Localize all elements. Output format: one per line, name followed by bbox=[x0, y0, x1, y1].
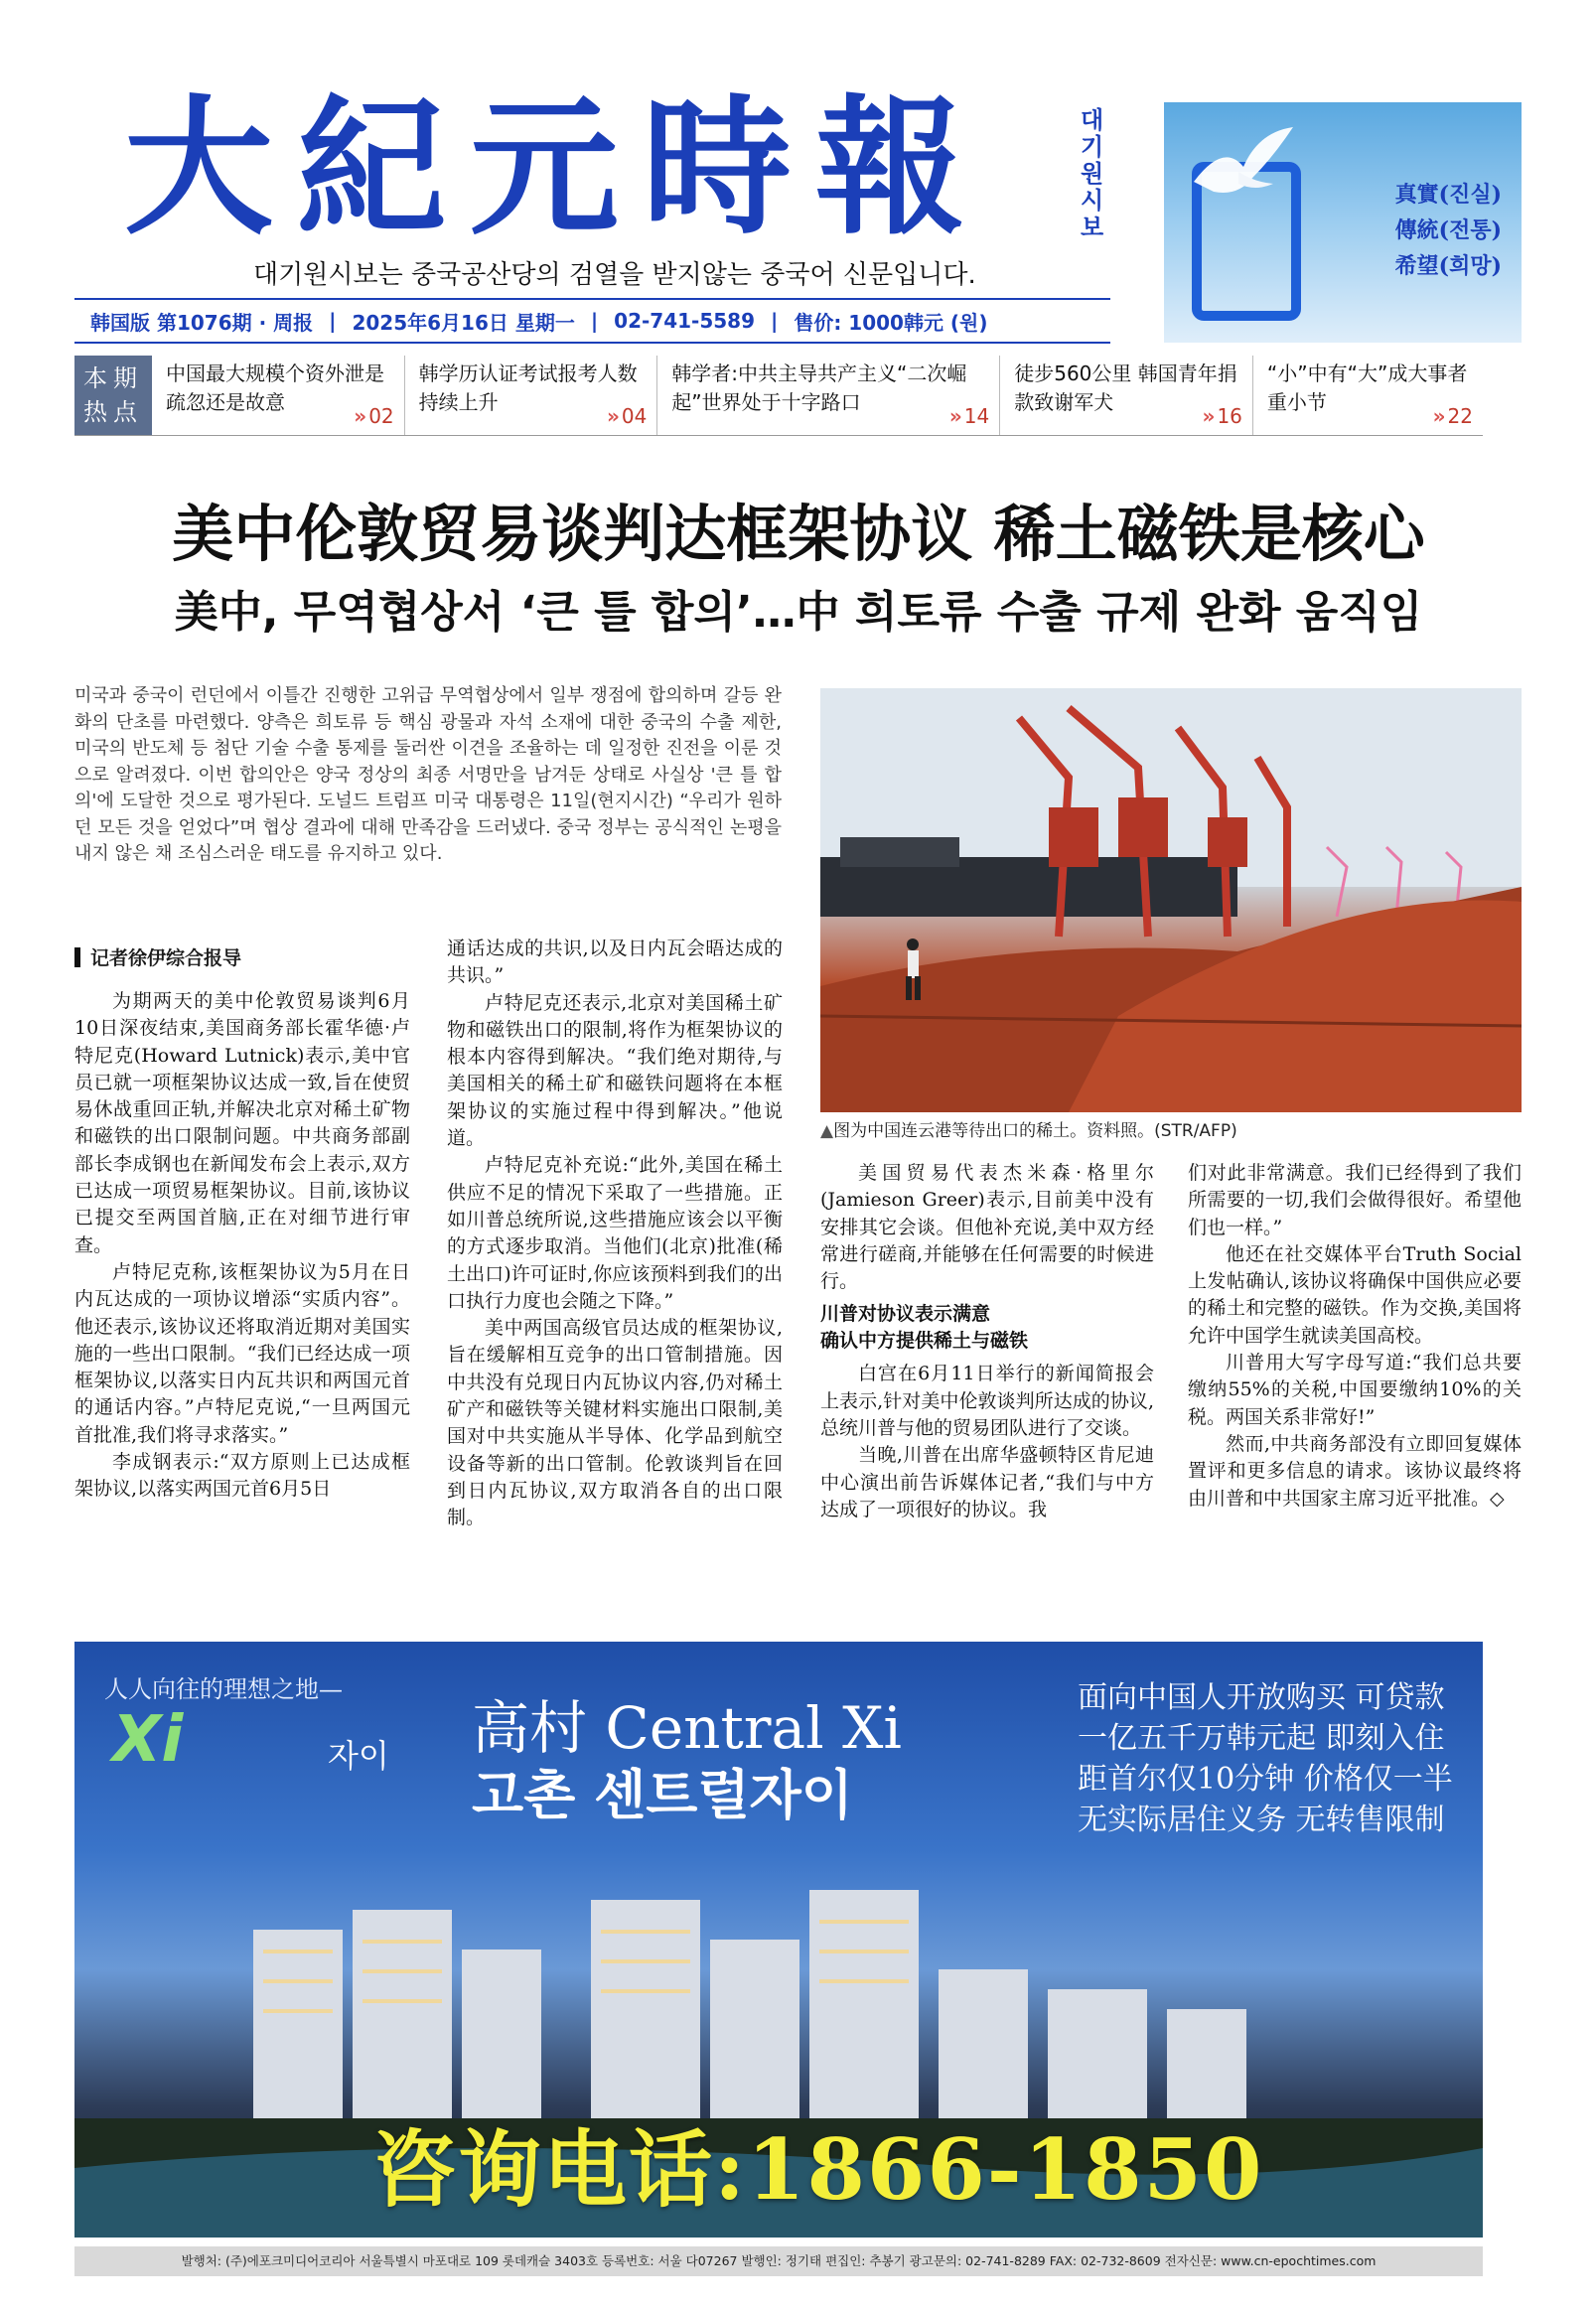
photo-caption: ▲ 图为中国连云港等待出口的稀土。资料照。(STR/AFP) bbox=[820, 1116, 1237, 1141]
ad-selling-points bbox=[1078, 1677, 1453, 1840]
paragraph: 卢特尼克补充说:“此外,美国在稀土供应不足的情况下采取了一些措施。正如川普总统所说,这些措施应该会以平衡的方式逐步取消。当他们(北京)批准(稀土出口)许可证时,你应该预料到我们的出口执行力度也会随之下降。” bbox=[447, 1154, 783, 1312]
xi-logo-korean: 자이 bbox=[328, 1737, 389, 1775]
paragraph: 美国贸易代表杰米森·格里尔(Jamieson Greer)表示,目前美中没有安排其它会谈。但他补充说,美中双方经常进行磋商,并能够在任何需要的时候进行。 bbox=[820, 1162, 1154, 1293]
publisher-footer: 발행처: (주)에포크미디어코리아 서울특별시 마포대로 109 롯데캐슬 3403호 등록번호: 서울 다07267 발행인: 정기태 편집인: 추봉기 광고문의: 02-741-8289 FAX: 02-732-8609 전자신문: www.cn-epochtimes.com bbox=[74, 2246, 1483, 2276]
photo-illustration bbox=[820, 688, 1522, 1112]
paragraph: 他还在社交媒体平台Truth Social上发帖确认,该协议将确保中国供应必要的稀土和完整的磁铁。作为交换,美国将允许中国学生就读美国高校。 bbox=[1188, 1242, 1522, 1347]
port-cranes-photo bbox=[820, 688, 1522, 1112]
article-column-3 bbox=[820, 1160, 1154, 1523]
hot-topic-item[interactable] bbox=[1253, 356, 1483, 435]
hot-topic-text: 韩学者:中共主导共产主义“二次崛起”世界处于十字路口 bbox=[671, 361, 967, 414]
paragraph: 当晚,川普在出席华盛顿特区肯尼迪中心演出前告诉媒体记者,“我们与中方达成了一项很好的协议。我 bbox=[820, 1444, 1154, 1520]
price: 售价: 1000韩元 (원) bbox=[794, 310, 988, 335]
byline: 记者徐伊综合报导 bbox=[74, 943, 241, 970]
hot-topic-page: » 04 bbox=[606, 404, 648, 428]
hot-topics-bar bbox=[74, 356, 1483, 436]
paragraph: 卢特尼克还表示,北京对美国稀土矿物和磁铁出口的限制,将作为框架协议的根本内容得到解决。“我们绝对期待,与美国相关的稀土矿和磁铁问题将在本框架协议的实施过程中得到解决。”他说道。 bbox=[447, 991, 783, 1150]
issue-date: 2025年6月16日 星期一 bbox=[352, 310, 575, 335]
motto-truth: 真實(진실) bbox=[1394, 182, 1502, 208]
article-column-2 bbox=[447, 936, 783, 1532]
paragraph: 通话达成的共识,以及日内瓦会晤达成的共识。” bbox=[447, 938, 783, 987]
hot-topic-page: » 16 bbox=[1202, 404, 1242, 428]
paragraph: 们对此非常满意。我们已经得到了我们所需要的一切,我们会做得很好。希望他们也一样。” bbox=[1188, 1162, 1522, 1238]
real-estate-ad[interactable] bbox=[74, 1642, 1483, 2238]
ad-line: 距首尔仅10分钟 价格仅一半 bbox=[1078, 1762, 1453, 1797]
hot-topic-item[interactable] bbox=[405, 356, 658, 435]
article-column-4 bbox=[1188, 1160, 1522, 1513]
masthead-infobar: 韩国版 第1076期 · 周报 | 2025年6月16日 星期一 | 02-741-5589 | 售价: 1000韩元 (원) bbox=[74, 298, 1110, 344]
paragraph: 李成钢表示:“双方原则上已达成框架协议,以落实两国元首6月5日 bbox=[74, 1451, 410, 1501]
hot-topic-text: 韩学历认证考试报考人数持续上升 bbox=[418, 361, 638, 414]
main-headline: 美中伦敦贸易谈判达框架协议 稀土磁铁是核心 bbox=[172, 498, 1425, 570]
ad-line: 无实际居住义务 无转售限制 bbox=[1078, 1803, 1445, 1837]
article-column-1 bbox=[74, 988, 410, 1504]
paragraph: 川普用大写字母写道:“我们总共要缴纳55%的关税,中国要缴纳10%的关税。两国关系非常好!” bbox=[1188, 1352, 1522, 1428]
hot-topic-item[interactable] bbox=[657, 356, 1000, 435]
phone: 02-741-5589 bbox=[614, 309, 756, 333]
ad-line: 面向中国人开放购买 可贷款 bbox=[1078, 1680, 1445, 1715]
paragraph: 然而,中共商务部没有立即回复媒体置评和更多信息的请求。该协议最终将由川普和中共国家主席习近平批准。◇ bbox=[1188, 1432, 1522, 1510]
masthead-korean-name: 대기원시보 bbox=[1081, 106, 1104, 241]
paragraph: 美中两国高级官员达成的框架协议,旨在缓解相互竞争的出口管制措施。因中共没有兑现日内瓦协议内容,仍对稀土矿产和磁铁等关键材料实施出口限制,美国对中共实施从半导体、化学品到航空设备等新的出口管制。伦敦谈判旨在回到日内瓦协议,双方取消各自的出口限制。 bbox=[447, 1317, 783, 1529]
paragraph: 为期两天的美中伦敦贸易谈判6月10日深夜结束,美国商务部长霍华德·卢特尼克(Howard Lutnick)表示,美中官员已就一项框架协议达成一致,旨在使贸易休战重回正轨,并解决北京对稀土矿物和磁铁的出口限制问题。中共商务部副部长李成钢也在新闻发布会上表示,双方已达成一项贸易框架协议。目前,该协议已提交至两国首脑,正在对细节进行审查。 bbox=[74, 990, 410, 1256]
paragraph: 白宫在6月11日举行的新闻简报会上表示,针对美中伦敦谈判所达成的协议,总统川普与他的贸易团队进行了交谈。 bbox=[820, 1363, 1154, 1440]
masthead-dove-box bbox=[1164, 102, 1522, 343]
ad-project-name-cn: 高村 Central Xi bbox=[472, 1694, 902, 1762]
xi-logo: Xi bbox=[112, 1703, 184, 1777]
hot-topic-text: 中国最大规模个资外泄是疏忽还是故意 bbox=[166, 361, 384, 414]
ad-project-name-kr: 고촌 센트럴자이 bbox=[472, 1764, 853, 1826]
hot-topics-label: 本期热点 bbox=[74, 356, 152, 435]
masthead-mottos bbox=[1395, 177, 1502, 284]
paragraph: 卢特尼克称,该框架协议为5月在日内瓦达成的一项协议增添“实质内容”。他还表示,该协议还将取消近期对美国实施的一些出口限制。“我们已经达成一项框架协议,以落实日内瓦共识和两国元首的通话内容。”卢特尼克说,“一旦两国元首批准,我们将寻求落实。” bbox=[74, 1260, 410, 1446]
dove-icon bbox=[1184, 122, 1303, 212]
section-subhead: 川普对协议表示满意 确认中方提供稀土与磁铁 bbox=[820, 1303, 1029, 1353]
hot-topic-text: 徒步560公里 韩国青年捐款致谢军犬 bbox=[1014, 361, 1237, 414]
sub-headline: 美中, 무역협상서 ‘큰 틀 합의’…中 희토류 수출 규제 완화 움직임 bbox=[174, 587, 1423, 638]
edition: 韩国版 第1076期 · 周报 bbox=[90, 310, 314, 335]
motto-hope: 希望(희망) bbox=[1394, 253, 1502, 279]
ad-slogan: 人人向往的理想之地— bbox=[104, 1675, 343, 1703]
ad-phone[interactable]: 咨询电话:1866-1850 bbox=[372, 2120, 1264, 2219]
masthead-title: 大紀元時報 bbox=[124, 82, 989, 255]
hot-topic-page: » 14 bbox=[948, 404, 990, 428]
lead-paragraph: 미국과 중국이 런던에서 이틀간 진행한 고위급 무역협상에서 일부 쟁점에 합의하며 갈등 완화의 단초를 마련했다. 양측은 희토류 등 핵심 광물과 자석 소재에 대한 중국의 수출 제한, 미국의 반도체 등 첨단 기술 수출 통제를 둘러싼 이견을 조율하는 데 일정한 진전을 이룬 것으로 알려졌다. 이번 합의안은 양국 정상의 최종 서명만을 남겨둔 상태로 사실상 '큰 틀 합의'에 도달한 것으로 평가된다. 도널드 트럼프 미국 대통령은 11일(현지시간) “우리가 원하던 모든 것을 얻었다”며 협상 결과에 대해 만족감을 드러냈다. 중국 정부는 공식적인 논평을 내지 않은 채 조심스러운 태도를 유지하고 있다. bbox=[74, 685, 782, 864]
hot-topic-page: » 22 bbox=[1432, 404, 1473, 428]
masthead-tagline: 대기원시보는 중국공산당의 검열을 받지않는 중국어 신문입니다. bbox=[253, 260, 976, 290]
hot-topic-page: » 02 bbox=[354, 404, 394, 428]
hot-topic-text: “小”中有“大”成大事者重小节 bbox=[1266, 361, 1468, 414]
hot-topic-item[interactable] bbox=[1000, 356, 1253, 435]
motto-tradition: 傳統(전통) bbox=[1394, 217, 1502, 243]
hot-topic-item[interactable] bbox=[152, 356, 405, 435]
ad-line: 一亿五千万韩元起 即刻入住 bbox=[1078, 1721, 1445, 1756]
